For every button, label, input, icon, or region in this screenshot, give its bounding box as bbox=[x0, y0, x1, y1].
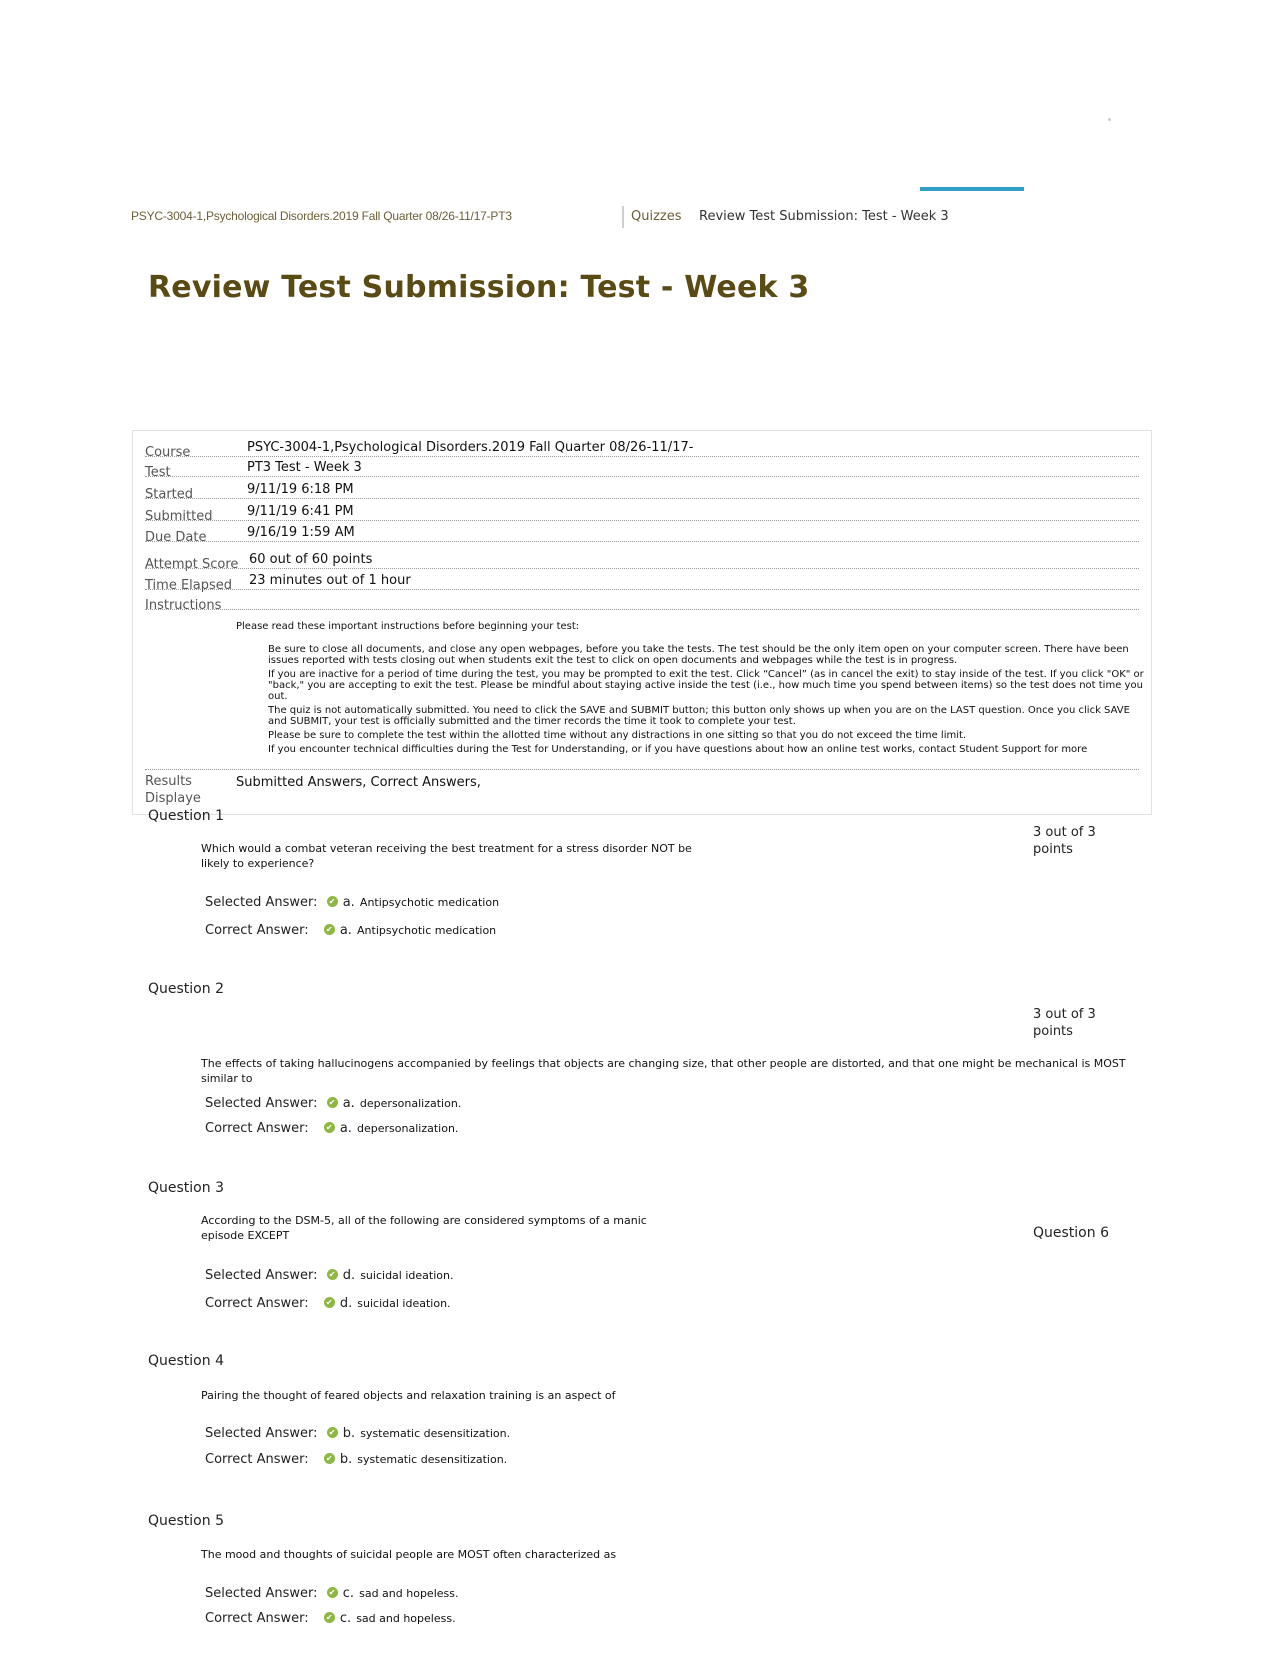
attempt-score-label: Attempt Score bbox=[145, 557, 239, 572]
check-circle-icon: ✔ bbox=[327, 1269, 338, 1280]
selected-answer-label: Selected Answer: bbox=[205, 1096, 318, 1111]
answer-letter: d. bbox=[339, 1296, 353, 1311]
check-circle-icon: ✔ bbox=[327, 896, 338, 907]
check-circle-icon: ✔ bbox=[324, 1612, 335, 1623]
question-2-text: The effects of taking hallucinogens accompanied by feelings that objects are changing size, that other people are distorted, and that one might be mechanical is MOST similar to bbox=[201, 1057, 1126, 1085]
breadcrumb-current: Review Test Submission: Test - Week 3 bbox=[699, 209, 949, 224]
question-3-text: According to the DSM-5, all of the following are considered symptoms of a manic episode EXCEPT bbox=[201, 1214, 647, 1242]
question-4-text: Pairing the thought of feared objects and relaxation training is an aspect of bbox=[201, 1389, 616, 1402]
correct-answer-text: suicidal ideation. bbox=[357, 1297, 451, 1310]
correct-answer-label: Correct Answer: bbox=[205, 1611, 309, 1626]
question-2-points: 3 out of 3 points bbox=[1033, 1007, 1096, 1039]
due-date-label: Due Date bbox=[145, 530, 207, 545]
selected-answer-label: Selected Answer: bbox=[205, 1426, 318, 1441]
correct-answer-label: Correct Answer: bbox=[205, 923, 309, 938]
instruction-item: Be sure to close all documents, and close any open webpages, before you take the tests. The test should be the only item open on your computer screen. There have been issues reported with tests closing out when students exit the test to click on open documents and webpages while the test is in progress. bbox=[268, 644, 1129, 666]
question-1-text: Which would a combat veteran receiving the best treatment for a stress disorder NOT be likely to experience? bbox=[201, 842, 692, 870]
active-tab-indicator bbox=[920, 187, 1024, 191]
selected-answer-label: Selected Answer: bbox=[205, 1268, 318, 1283]
time-elapsed-value: 23 minutes out of 1 hour bbox=[249, 573, 411, 588]
check-circle-icon: ✔ bbox=[324, 1122, 335, 1133]
selected-answer-text: systematic desensitization. bbox=[360, 1427, 511, 1440]
question-5-text: The mood and thoughts of suicidal people are MOST often characterized as bbox=[201, 1548, 617, 1561]
answer-letter: a. bbox=[339, 923, 352, 938]
answer-letter: d. bbox=[342, 1268, 356, 1283]
started-value: 9/11/19 6:18 PM bbox=[247, 482, 354, 497]
check-circle-icon: ✔ bbox=[327, 1097, 338, 1108]
question-4-correct bbox=[205, 1448, 507, 1467]
check-circle-icon: ✔ bbox=[324, 1297, 335, 1308]
submitted-label: Submitted bbox=[145, 509, 213, 524]
breadcrumb-quizzes[interactable]: Quizzes bbox=[631, 209, 682, 224]
correct-answer-text: sad and hopeless. bbox=[356, 1612, 456, 1625]
question-2-selected bbox=[205, 1092, 461, 1111]
correct-answer-label: Correct Answer: bbox=[205, 1452, 309, 1467]
answer-letter: a. bbox=[342, 895, 355, 910]
question-2-title: Question 2 bbox=[148, 981, 224, 997]
selected-answer-label: Selected Answer: bbox=[205, 1586, 318, 1601]
instructions-content bbox=[236, 621, 1146, 756]
course-label: Course bbox=[145, 445, 191, 460]
question-5-correct bbox=[205, 1607, 456, 1626]
instruction-item: If you are inactive for a period of time during the test, you may be prompted to exit the test. Click “Cancel” (as in cancel the exit) to stay inside of the test. If you click "OK" or "back," you are accepting to exit the test. Please be mindful about staying active inside the test (i.e., how much time you spend between items) so the test does not time you out. bbox=[268, 669, 1144, 702]
row-time-elapsed bbox=[145, 568, 1139, 593]
decorative-dot bbox=[1108, 118, 1111, 121]
page-title: Review Test Submission: Test - Week 3 bbox=[148, 270, 810, 305]
answer-letter: b. bbox=[339, 1452, 353, 1467]
check-circle-icon: ✔ bbox=[324, 1453, 335, 1464]
question-4-selected bbox=[205, 1422, 510, 1441]
time-elapsed-label: Time Elapsed bbox=[145, 578, 233, 593]
selected-answer-text: suicidal ideation. bbox=[360, 1269, 454, 1282]
selected-answer-text: sad and hopeless. bbox=[359, 1587, 459, 1600]
check-circle-icon: ✔ bbox=[327, 1427, 338, 1438]
test-label: Test bbox=[145, 465, 171, 480]
due-date-value: 9/16/19 1:59 AM bbox=[247, 525, 355, 540]
question-3-title: Question 3 bbox=[148, 1180, 224, 1196]
breadcrumb-separator bbox=[622, 206, 624, 228]
row-instructions bbox=[145, 589, 1139, 613]
row-started bbox=[145, 476, 1139, 502]
course-value: PSYC-3004-1,Psychological Disorders.2019 Fall Quarter 08/26-11/17- bbox=[247, 440, 694, 455]
question-1-selected bbox=[205, 891, 499, 910]
question-6-title: Question 6 bbox=[1033, 1225, 1109, 1241]
correct-answer-label: Correct Answer: bbox=[205, 1121, 309, 1136]
question-3-correct bbox=[205, 1292, 451, 1311]
instructions-intro: Please read these important instructions before beginning your test: bbox=[236, 621, 580, 632]
answer-letter: c. bbox=[339, 1611, 352, 1626]
selected-answer-label: Selected Answer: bbox=[205, 895, 318, 910]
question-2-correct bbox=[205, 1117, 458, 1136]
row-submitted bbox=[145, 498, 1139, 524]
row-due-date bbox=[145, 520, 1139, 545]
question-5-title: Question 5 bbox=[148, 1513, 224, 1529]
submission-details bbox=[132, 430, 1152, 815]
selected-answer-text: Antipsychotic medication bbox=[359, 896, 500, 909]
instructions-label: Instructions bbox=[145, 598, 222, 613]
results-label: Results Displaye bbox=[145, 774, 201, 806]
attempt-score-value: 60 out of 60 points bbox=[249, 552, 373, 567]
question-1-correct bbox=[205, 919, 496, 938]
question-3-selected bbox=[205, 1264, 453, 1283]
check-circle-icon: ✔ bbox=[324, 924, 335, 935]
selected-answer-text: depersonalization. bbox=[359, 1097, 462, 1110]
question-5-selected bbox=[205, 1582, 458, 1601]
submitted-value: 9/11/19 6:41 PM bbox=[247, 504, 354, 519]
check-circle-icon: ✔ bbox=[327, 1587, 338, 1598]
results-divider bbox=[145, 769, 1139, 770]
instruction-item: The quiz is not automatically submitted. You need to click the SAVE and SUBMIT button; this button only shows up when you are on the LAST question. Once you click SAVE and SUBMIT, your test is officially submitted and the timer records the time it took to complete your test. bbox=[268, 705, 1130, 727]
correct-answer-label: Correct Answer: bbox=[205, 1296, 309, 1311]
row-test bbox=[145, 456, 1139, 480]
results-value: Submitted Answers, Correct Answers, bbox=[236, 775, 481, 790]
instruction-item: Please be sure to complete the test within the allotted time without any distractions in one sitting so that you do not exceed the time limit. bbox=[268, 730, 967, 741]
row-course bbox=[145, 431, 1139, 460]
row-attempt-score bbox=[145, 541, 1139, 572]
test-value: PT3 Test - Week 3 bbox=[247, 460, 362, 475]
question-4-title: Question 4 bbox=[148, 1353, 224, 1369]
answer-letter: c. bbox=[342, 1586, 354, 1601]
answer-letter: b. bbox=[342, 1426, 356, 1441]
started-label: Started bbox=[145, 487, 194, 502]
correct-answer-text: depersonalization. bbox=[357, 1122, 459, 1135]
answer-letter: a. bbox=[342, 1096, 355, 1111]
correct-answer-text: systematic desensitization. bbox=[357, 1453, 508, 1466]
breadcrumb-course[interactable]: PSYC-3004-1,Psychological Disorders.2019 Fall Quarter 08/26-11/17-PT3 bbox=[131, 209, 512, 223]
instructions-list bbox=[236, 644, 1146, 755]
question-1-points: 3 out of 3 points bbox=[1033, 825, 1096, 857]
correct-answer-text: Antipsychotic medication bbox=[357, 924, 497, 937]
instruction-item: If you encounter technical difficulties during the Test for Understanding, or if you have questions about how an online test works, contact Student Support for more bbox=[268, 744, 1088, 755]
answer-letter: a. bbox=[339, 1121, 352, 1136]
question-1-title: Question 1 bbox=[148, 808, 224, 824]
